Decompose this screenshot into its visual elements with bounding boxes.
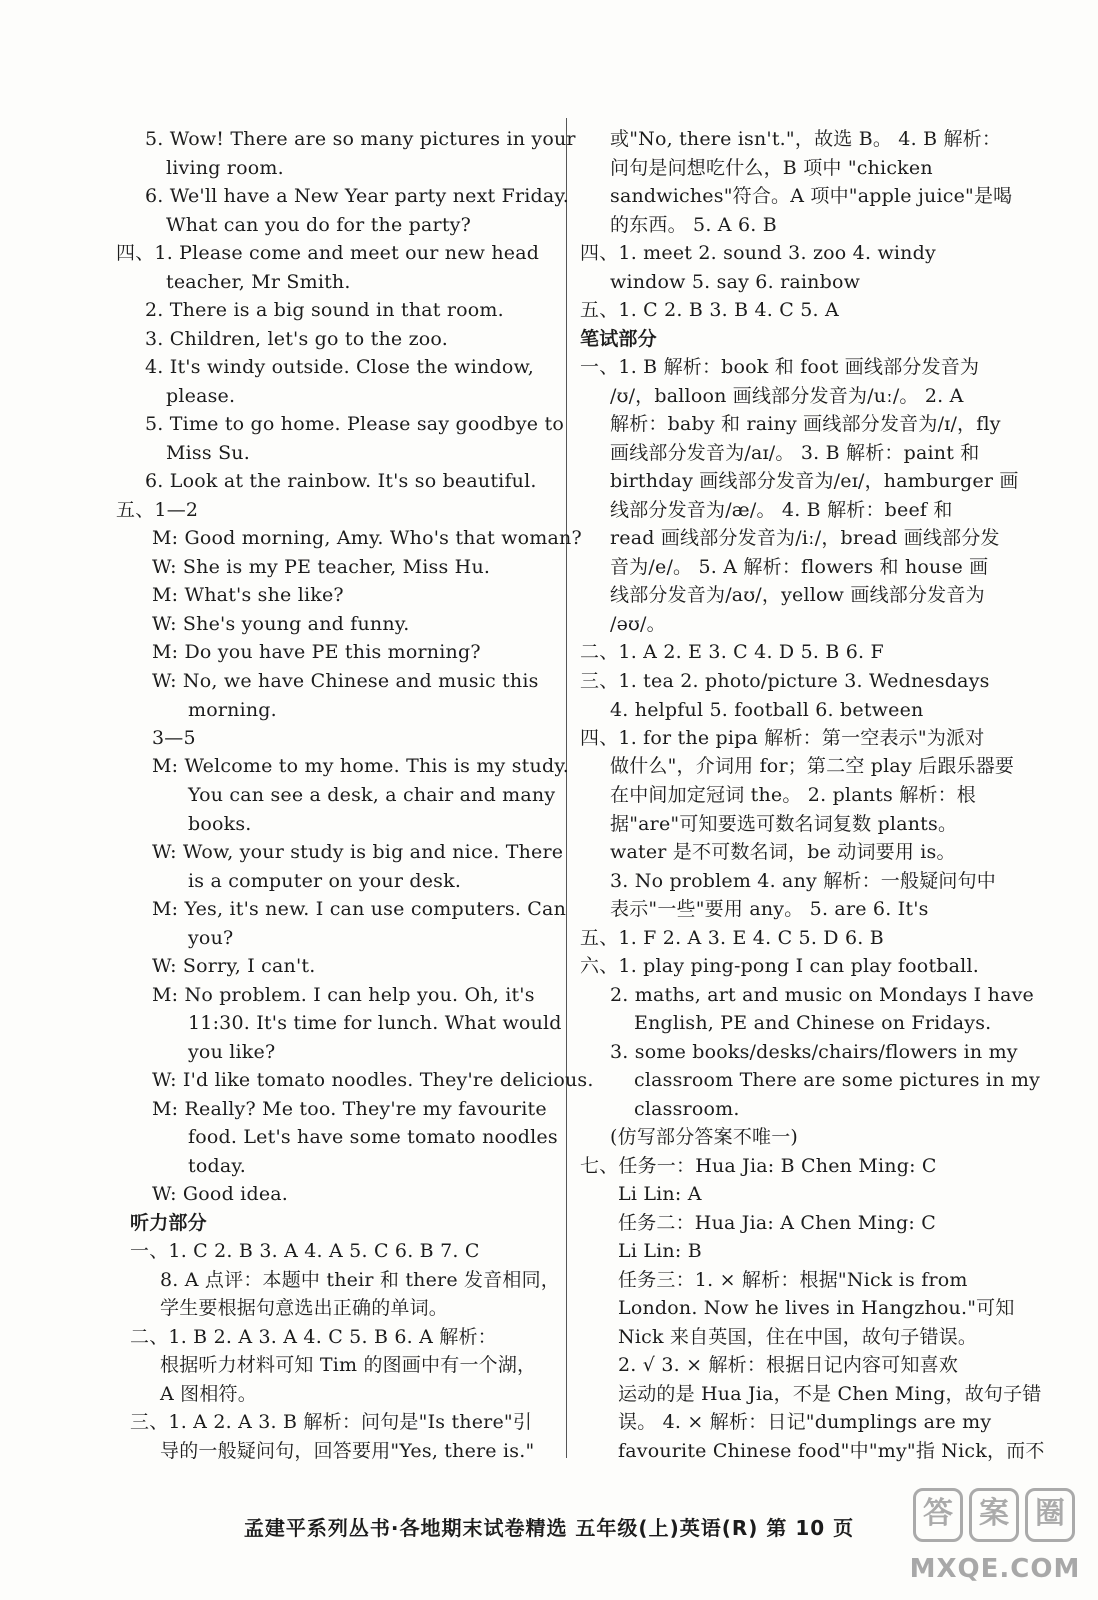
text-line: /əʊ/。	[610, 613, 666, 635]
text-line: Nick 来自英国，住在中国，故句子错误。	[618, 1326, 978, 1348]
text-line: classroom.	[634, 1098, 740, 1120]
text-line: 据"are"可知要选可数名词复数 plants。	[610, 813, 958, 835]
text-line: 或"No, there isn't."，故选 B。 4. B 解析：	[610, 128, 1002, 150]
text-line: 线部分发音为/aʊ/，yellow 画线部分发音为	[610, 584, 985, 606]
text-line: 四、1. for the pipa 解析：第一空表示"为派对	[580, 727, 985, 749]
text-line: 6. We'll have a New Year party next Friday.	[145, 185, 570, 207]
text-line: 4. helpful 5. football 6. between	[610, 699, 924, 721]
text-line: 做什么"，介词用 for；第二空 play 后跟乐器要	[610, 755, 1015, 777]
watermark-char: 案	[969, 1488, 1019, 1542]
text-line: 音为/e/。 5. A 解析：flowers 和 house 画	[610, 556, 989, 578]
text-line: English, PE and Chinese on Fridays.	[634, 1012, 992, 1034]
text-line: 一、1. C 2. B 3. A 4. A 5. C 6. B 7. C	[130, 1240, 480, 1262]
text-line: 五、1. C 2. B 3. B 4. C 5. A	[580, 299, 839, 321]
text-line: 11:30. It's time for lunch. What would	[188, 1012, 562, 1034]
text-line: 解析：baby 和 rainy 画线部分发音为/ɪ/，fly	[610, 413, 1001, 435]
text-line: Li Lin: A	[618, 1183, 702, 1205]
text-line: W: Sorry, I can't.	[152, 955, 316, 977]
text-line: You can see a desk, a chair and many	[188, 784, 556, 806]
text-line: 画线部分发音为/aɪ/。 3. B 解析：paint 和	[610, 442, 980, 464]
text-line: W: No, we have Chinese and music this	[152, 670, 539, 692]
text-line: 4. It's windy outside. Close the window,	[145, 356, 534, 378]
text-line: you?	[188, 927, 234, 949]
text-line: 根据听力材料可知 Tim 的图画中有一个湖，	[160, 1354, 537, 1376]
text-line: 在中间加定冠词 the。 2. plants 解析：根	[610, 784, 976, 806]
text-line: 任务二：Hua Jia: A Chen Ming: C	[618, 1212, 937, 1234]
text-line: 运动的是 Hua Jia，不是 Chen Ming，故句子错	[618, 1383, 1042, 1405]
text-line: 3—5	[152, 727, 196, 749]
text-line: 的东西。 5. A 6. B	[610, 214, 777, 236]
text-line: W: She is my PE teacher, Miss Hu.	[152, 556, 491, 578]
text-line: A 图相符。	[160, 1383, 257, 1405]
text-line: favourite Chinese food"中"my"指 Nick，而不	[618, 1440, 1045, 1462]
text-line: 三、1. A 2. A 3. B 解析：问句是"Is there"引	[130, 1411, 533, 1433]
text-line: Miss Su.	[166, 442, 250, 464]
text-line: please.	[166, 385, 236, 407]
text-line: 5. Time to go home. Please say goodbye to	[145, 413, 564, 435]
watermark-char: 圈	[1025, 1488, 1075, 1542]
text-line: 导的一般疑问句，回答要用"Yes, there is."	[160, 1440, 535, 1462]
text-line: W: Good idea.	[152, 1183, 289, 1205]
column-divider	[566, 118, 567, 1458]
text-line: books.	[188, 813, 252, 835]
text-line: M: Really? Me too. They're my favourite	[152, 1098, 547, 1120]
text-line: What can you do for the party?	[166, 214, 471, 236]
text-line: morning.	[188, 699, 277, 721]
text-line: 表示"一些"要用 any。 5. are 6. It's	[610, 898, 929, 920]
text-line: 任务三：1. × 解析：根据"Nick is from	[618, 1269, 968, 1291]
text-line: 学生要根据句意选出正确的单词。	[160, 1297, 449, 1319]
text-line: 二、1. A 2. E 3. C 4. D 5. B 6. F	[580, 641, 884, 663]
text-line: 问句是问想吃什么，B 项中 "chicken	[610, 157, 933, 179]
text-line: W: I'd like tomato noodles. They're delicious.	[152, 1069, 594, 1091]
text-line: London. Now he lives in Hangzhou."可知	[618, 1297, 1015, 1319]
text-line: today.	[188, 1155, 247, 1177]
text-line: 3. Children, let's go to the zoo.	[145, 328, 448, 350]
text-line: window 5. say 6. rainbow	[610, 271, 861, 293]
text-line: M: What's she like?	[152, 584, 344, 606]
watermark-site: MXQE.COM	[909, 1554, 1081, 1584]
text-line: 2. There is a big sound in that room.	[145, 299, 504, 321]
text-line: /ʊ/，balloon 画线部分发音为/uː/。 2. A	[610, 385, 964, 407]
text-line: food. Let's have some tomato noodles	[188, 1126, 558, 1148]
watermark-char: 答	[913, 1488, 963, 1542]
text-line: 七、任务一：Hua Jia: B Chen Ming: C	[580, 1155, 937, 1177]
watermark-logo	[905, 1488, 1085, 1593]
text-line: birthday 画线部分发音为/eɪ/，hamburger 画	[610, 470, 1019, 492]
text-line: 6. Look at the rainbow. It's so beautiful.	[145, 470, 537, 492]
text-line: read 画线部分发音为/iː/，bread 画线部分发	[610, 527, 1000, 549]
text-line: 六、1. play ping-pong I can play football.	[580, 955, 979, 977]
text-line: sandwiches"符合。A 项中"apple juice"是喝	[610, 185, 1013, 207]
text-line: Li Lin: B	[618, 1240, 702, 1262]
text-line: W: Wow, your study is big and nice. There	[152, 841, 564, 863]
text-line: you like?	[188, 1041, 276, 1063]
text-line: 三、1. tea 2. photo/picture 3. Wednesdays	[580, 670, 990, 692]
text-line: living room.	[166, 157, 284, 179]
text-line: 2. √ 3. × 解析：根据日记内容可知喜欢	[618, 1354, 959, 1376]
text-line: M: Yes, it's new. I can use computers. Can	[152, 898, 567, 920]
text-line: 2. maths, art and music on Mondays I have	[610, 984, 1034, 1006]
text-line: M: Good morning, Amy. Who's that woman?	[152, 527, 582, 549]
text-line: 3. No problem 4. any 解析：一般疑问句中	[610, 870, 997, 892]
text-line: 8. A 点评：本题中 their 和 there 发音相同，	[160, 1269, 561, 1291]
text-line: water 是不可数名词，be 动词要用 is。	[610, 841, 956, 863]
text-line: M: No problem. I can help you. Oh, it's	[152, 984, 535, 1006]
text-line: 一、1. B 解析：book 和 foot 画线部分发音为	[580, 356, 980, 378]
text-line: M: Welcome to my home. This is my study.	[152, 755, 569, 777]
text-line: (仿写部分答案不唯一)	[610, 1126, 799, 1148]
text-line: 5. Wow! There are so many pictures in your	[145, 128, 576, 150]
text-line: 四、1. Please come and meet our new head	[116, 242, 540, 264]
text-line: 3. some books/desks/chairs/flowers in my	[610, 1041, 1018, 1063]
text-line: 听力部分	[130, 1212, 207, 1234]
text-line: 五、1—2	[116, 499, 199, 521]
text-line: 笔试部分	[580, 328, 657, 350]
text-line: classroom There are some pictures in my	[634, 1069, 1041, 1091]
text-line: M: Do you have PE this morning?	[152, 641, 481, 663]
text-line: 二、1. B 2. A 3. A 4. C 5. B 6. A 解析：	[130, 1326, 497, 1348]
text-line: 误。 4. × 解析：日记"dumplings are my	[618, 1411, 992, 1433]
text-line: is a computer on your desk.	[188, 870, 462, 892]
page-footer: 孟建平系列丛书·各地期末试卷精选 五年级(上)英语(R) 第 10 页	[243, 1516, 855, 1540]
text-line: 四、1. meet 2. sound 3. zoo 4. windy	[580, 242, 936, 264]
text-line: 线部分发音为/æ/。 4. B 解析：beef 和	[610, 499, 953, 521]
text-line: 五、1. F 2. A 3. E 4. C 5. D 6. B	[580, 927, 884, 949]
text-line: W: She's young and funny.	[152, 613, 410, 635]
text-line: teacher, Mr Smith.	[166, 271, 351, 293]
